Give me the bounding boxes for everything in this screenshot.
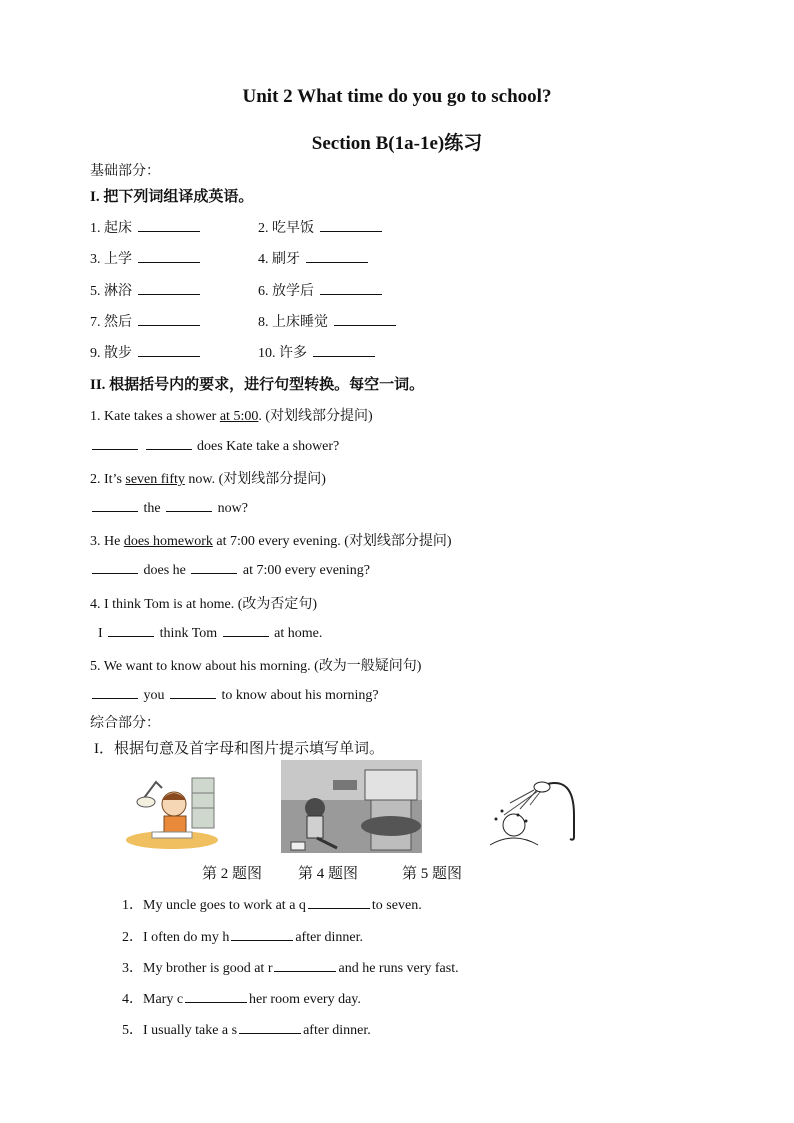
comprehensive-section-label: 综合部分： (90, 716, 160, 731)
basic-section-label: 基础部分： (90, 164, 160, 179)
messy-room-illustration (281, 760, 422, 853)
vocab-item: 3. 上学 (90, 248, 202, 268)
question-3: 3. He does homework at 7:00 every evening. (对划线部分提问) (90, 534, 452, 549)
vocab-item: 7. 然后 (90, 311, 202, 331)
fill-in-item: 4．Mary c her room every day. (122, 992, 361, 1007)
fill-in-item: 3．My brother is good at r and he runs very fast. (122, 961, 459, 976)
question-1: 1. Kate takes a shower at 5:00. (对划线部分提问) (90, 409, 373, 424)
fill-in-item: 5．I usually take a s after dinner. (122, 1023, 371, 1038)
figure-caption: 第 5 题图 (402, 866, 463, 882)
shower-illustration (474, 775, 584, 847)
question-2: 2. It’s seven fifty now. (对划线部分提问) (90, 472, 326, 487)
vocab-item: 9. 散步 (90, 342, 202, 362)
figure-caption: 第 4 题图 (298, 866, 359, 882)
vocab-item: 5. 淋浴 (90, 280, 202, 300)
vocab-item: 10. 许多 (258, 342, 377, 362)
studying-boy-illustration (122, 768, 222, 850)
fill-in-item: 1．My uncle goes to work at a q to seven. (122, 898, 422, 913)
fill-in-item: 2．I often do my h after dinner. (122, 930, 363, 945)
worksheet-subtitle: Section B(1a-1e)练习 (311, 133, 483, 154)
vocab-item: 8. 上床睡觉 (258, 311, 398, 331)
question-5: 5. We want to know about his morning. (改为一般疑问句) (90, 659, 422, 674)
figure-caption: 第 2 题图 (202, 866, 263, 882)
worksheet-title: Unit 2 What time do you go to school? (242, 86, 552, 107)
vocab-item: 6. 放学后 (258, 280, 384, 300)
question-4: 4. I think Tom is at home. (改为否定句) (90, 597, 318, 612)
answer-5: you to know about his morning? (90, 686, 379, 704)
answer-2: the now? (90, 499, 248, 517)
part3-heading: I．根据句意及首字母和图片提示填写单词。 (94, 741, 384, 757)
vocab-item: 1. 起床 (90, 217, 202, 237)
answer-3: does he at 7:00 every evening? (90, 561, 370, 579)
answer-1: does Kate take a shower? (90, 437, 339, 455)
vocab-item: 4. 刷牙 (258, 248, 370, 268)
answer-4: I think Tom at home. (98, 626, 323, 641)
vocab-item: 2. 吃早饭 (258, 217, 384, 237)
part2-heading: II. 根据括号内的要求，进行句型转换。每空一词。 (90, 377, 425, 393)
part1-heading: I. 把下列词组译成英语。 (90, 189, 254, 205)
